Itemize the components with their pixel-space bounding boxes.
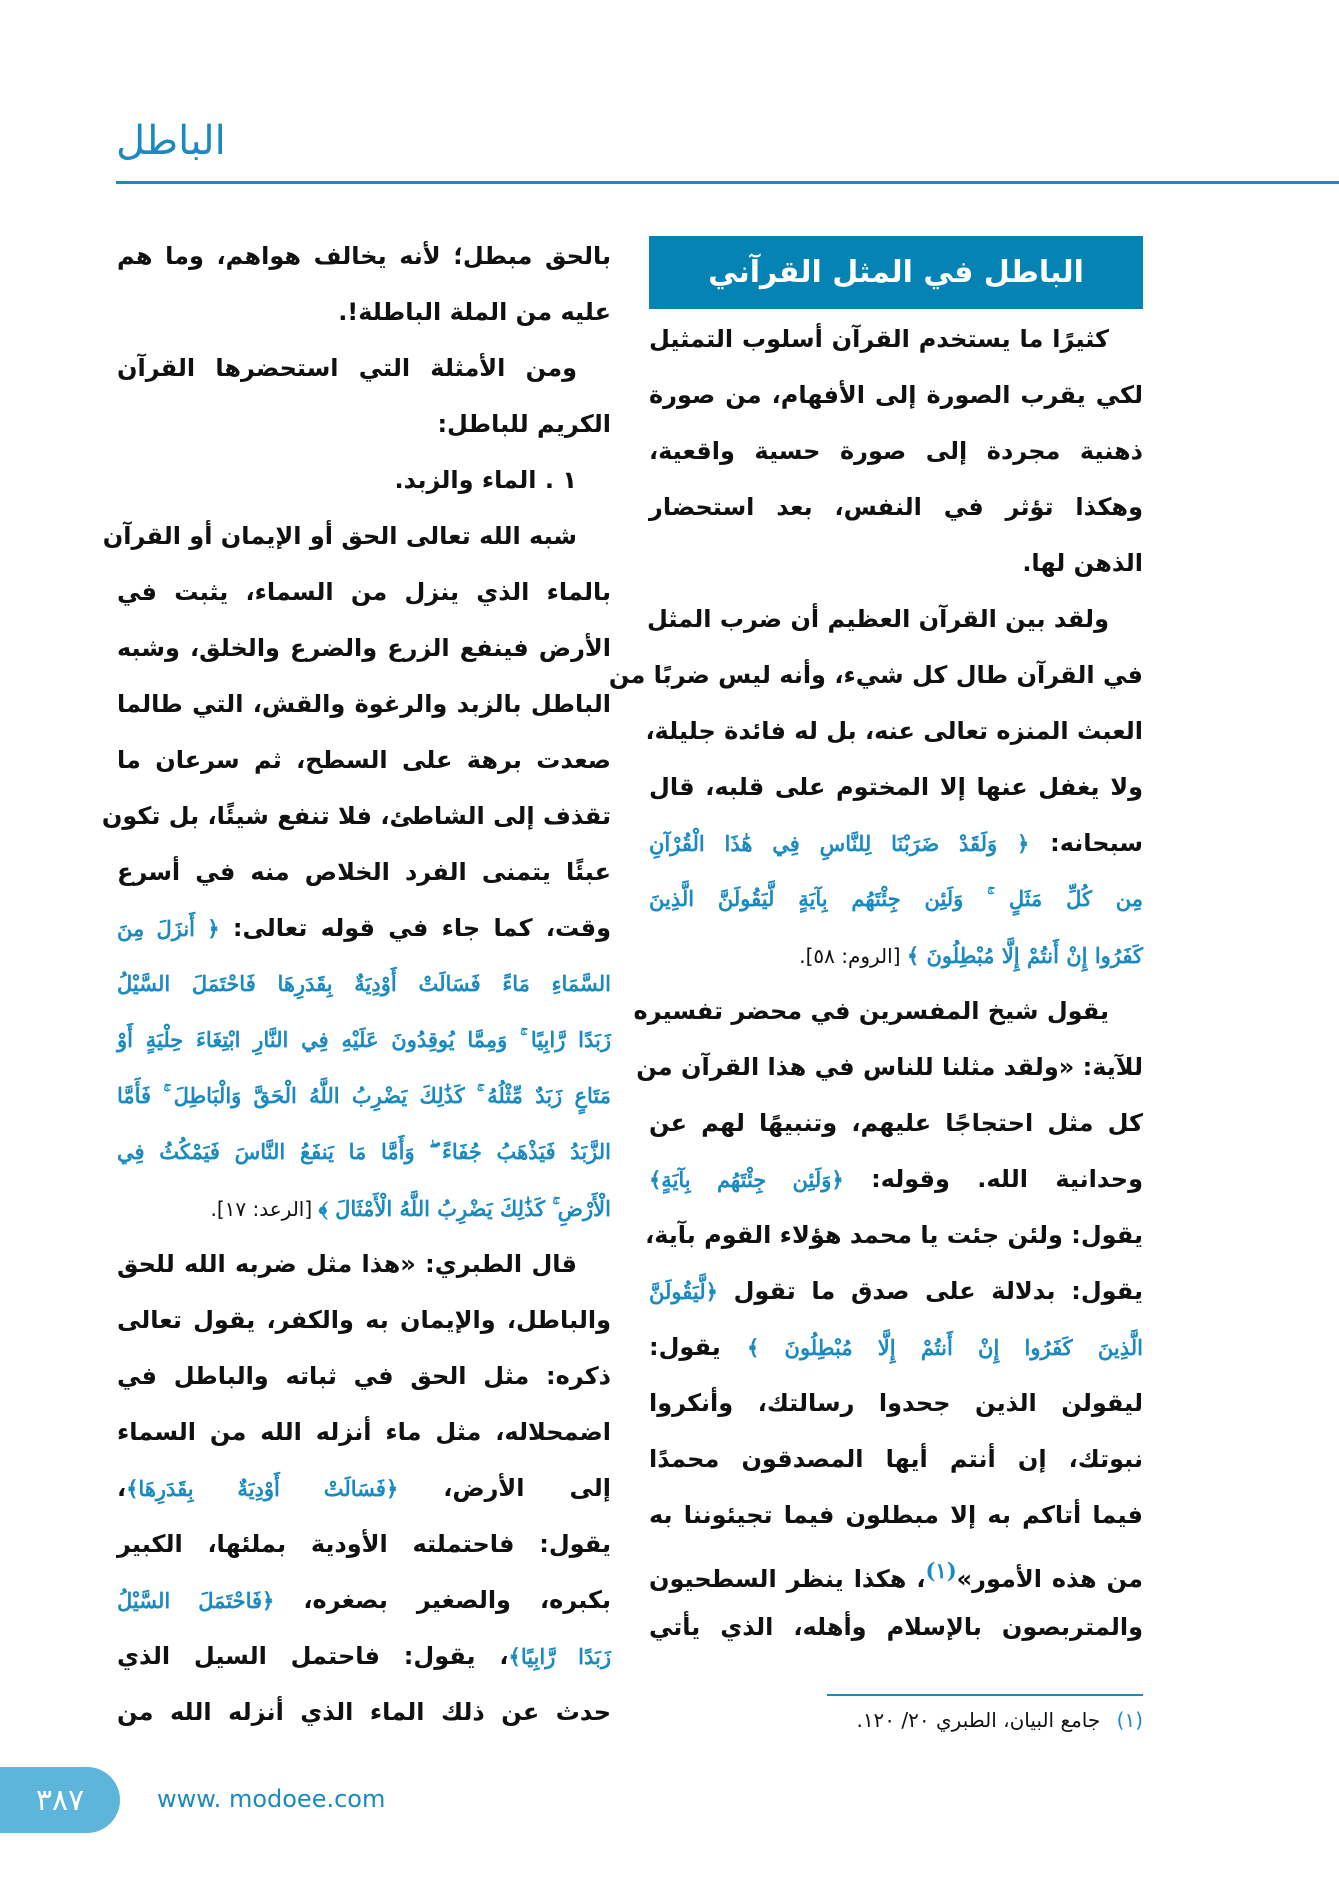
text-line: [117, 396, 611, 452]
text-line: [117, 1404, 611, 1460]
body-text: قال الطبري: «هذا مثل ضربه الله للحق: [117, 1250, 577, 1278]
body-text: يقول: ولئن جئت يا محمد هؤلاء القوم بآية،: [645, 1221, 1143, 1249]
footnote-marker: (١): [925, 1558, 957, 1583]
text-line: [645, 1207, 1143, 1263]
body-text: سبحانه:: [1029, 829, 1143, 857]
body-text: ولا يغفل عنها إلا المختوم على قلبه، قال: [649, 773, 1143, 801]
quran-verse: ﴿فَسَالَتْ أَوْدِيَةٌ بِقَدَرِهَا﴾: [126, 1476, 399, 1501]
footnote-rule: [827, 1694, 1143, 1696]
text-line: [649, 1375, 1143, 1431]
body-text: الأرض فينفع الزرع والضرع والخلق، وشبه: [117, 634, 611, 662]
body-text: والباطل، والإيمان به والكفر، يقول تعالى: [117, 1306, 611, 1334]
text-line: [117, 620, 611, 676]
body-text: للآية: «ولقد مثلنا للناس في هذا القرآن من: [636, 1053, 1143, 1081]
quran-verse: ﴿فَاحْتَمَلَ السَّيْلُ: [117, 1588, 275, 1613]
body-text: نبوتك، إن أنتم أيها المصدقون محمدًا: [649, 1445, 1143, 1473]
running-title: الباطل: [116, 118, 226, 164]
body-text: ذهنية مجردة إلى صورة حسية واقعية،: [649, 437, 1143, 465]
quran-verse: زَبَدًا رَّابِيًا ۚ وَمِمَّا يُوقِدُونَ عَلَيْهِ فِي النَّارِ ابْتِغَاءَ حِلْيَةٍ أَوْ: [117, 1027, 611, 1052]
quran-verse: ﴿ أَنزَلَ مِنَ: [117, 916, 220, 941]
body-text: عليه من الملة الباطلة!.: [338, 298, 611, 326]
quran-verse: الَّذِينَ كَفَرُوا إِنْ أَنتُمْ إِلَّا مُبْطِلُونَ ﴾: [747, 1335, 1143, 1360]
text-line: [649, 1095, 1143, 1151]
body-text: كثيرًا ما يستخدم القرآن أسلوب التمثيل: [649, 325, 1109, 353]
text-line: [649, 479, 1143, 535]
text-line: [649, 927, 1143, 983]
text-line: [102, 508, 611, 564]
body-text: الكريم للباطل:: [437, 410, 611, 438]
text-line: [117, 1684, 611, 1740]
quran-verse: السَّمَاءِ مَاءً فَسَالَتْ أَوْدِيَةٌ بِقَدَرِهَا فَاحْتَمَلَ السَّيْلُ: [117, 971, 611, 996]
text-line: [117, 900, 611, 956]
page-number: ٣٨٧: [0, 1767, 120, 1833]
body-text: فيما أتاكم به إلا مبطلون فيما تجيئوننا به: [649, 1501, 1143, 1529]
text-line: [649, 1599, 1143, 1655]
body-text: ،: [117, 1474, 127, 1502]
text-line: [117, 1012, 611, 1068]
text-line: [117, 1068, 611, 1124]
body-text: إلى الأرض،: [398, 1474, 611, 1502]
section-title: الباطل في المثل القرآني: [649, 236, 1143, 309]
body-text: ولقد بين القرآن العظيم أن ضرب المثل: [646, 605, 1109, 633]
body-text: عبئًا يتمنى الفرد الخلاص منه في أسرع: [117, 858, 611, 886]
text-line: [649, 423, 1143, 479]
body-text: الذهن لها.: [1022, 549, 1143, 577]
text-line: [649, 1151, 1143, 1207]
text-line: [117, 956, 611, 1012]
text-line: [117, 732, 611, 788]
body-text: ومن الأمثلة التي استحضرها القرآن: [117, 354, 577, 382]
footnote-number: (١): [1116, 1708, 1143, 1732]
body-text: حدث عن ذلك الماء الذي أنزله الله من: [117, 1698, 611, 1726]
body-text: يقول:: [649, 1333, 748, 1361]
text-line: [649, 1263, 1143, 1319]
quran-verse: الْأَرْضِ ۚ كَذَٰلِكَ يَضْرِبُ اللَّهُ الْأَمْثَالَ ﴾: [318, 1196, 611, 1221]
text-line: [646, 591, 1143, 647]
quran-verse: كَفَرُوا إِنْ أَنتُمْ إِلَّا مُبْطِلُونَ ﴾: [906, 943, 1143, 968]
text-line: [117, 340, 611, 396]
right-column-text: [608, 311, 1143, 1655]
text-line: [645, 703, 1143, 759]
body-text: تقذف إلى الشاطئ، فلا تنفع شيئًا، بل تكون: [101, 802, 611, 830]
quran-verse: الزَّبَدُ فَيَذْهَبُ جُفَاءً ۖ وَأَمَّا مَا يَنفَعُ النَّاسَ فَيَمْكُثُ فِي: [117, 1139, 611, 1164]
body-text: الباطل بالزبد والرغوة والقش، التي طالما: [117, 690, 611, 718]
body-text: كل مثل احتجاجًا عليهم، وتنبيهًا لهم عن: [649, 1109, 1143, 1137]
quran-verse: مَتَاعٍ زَبَدٌ مِّثْلُهُ ۚ كَذَٰلِكَ يَضْرِبُ اللَّهُ الْحَقَّ وَالْبَاطِلَ ۚ فَأَمَّا: [117, 1083, 611, 1108]
text-line: [633, 983, 1143, 1039]
body-text: ، هكذا ينظر السطحيون: [649, 1565, 926, 1593]
text-line: [117, 1460, 611, 1516]
body-text: وقت، كما جاء في قوله تعالى:: [219, 914, 611, 942]
body-text: وحدانية الله. وقوله:: [843, 1165, 1143, 1193]
quran-verse: ﴿ وَلَقَدْ ضَرَبْنَا لِلنَّاسِ فِي هَٰذَا الْقُرْآنِ: [649, 831, 1030, 856]
quran-verse: زَبَدًا رَّابِيًا﴾: [508, 1644, 612, 1669]
text-line: [649, 1319, 1143, 1375]
body-text: ، يقول: فاحتمل السيل الذي: [117, 1642, 509, 1670]
body-text: في القرآن طال كل شيء، وأنه ليس ضربًا من: [608, 661, 1143, 689]
body-text: من هذه الأمور»: [956, 1565, 1143, 1593]
text-line: [649, 535, 1143, 591]
body-text: ليقولن الذين جحدوا رسالتك، وأنكروا: [649, 1389, 1143, 1417]
left-column-text: [101, 228, 612, 1740]
text-line: [117, 1180, 611, 1236]
body-text: بكبره، والصغير بصغره،: [274, 1586, 612, 1614]
text-line: [117, 1628, 611, 1684]
body-text: يقول: فاحتملته الأودية بملئها، الكبير: [117, 1530, 611, 1558]
header-rule: [116, 181, 1339, 184]
body-text: بالماء الذي ينزل من السماء، يثبت في: [117, 578, 611, 606]
body-text: لكي يقرب الصورة إلى الأفهام، من صورة: [649, 381, 1143, 409]
text-line: [649, 871, 1143, 927]
text-line: [117, 676, 611, 732]
text-line: [117, 1348, 611, 1404]
text-line: [649, 311, 1143, 367]
text-line: [649, 1543, 1143, 1599]
body-text: يقول: بدلالة على صدق ما تقول: [717, 1277, 1143, 1305]
text-line: [636, 1039, 1143, 1095]
text-line: [649, 1487, 1143, 1543]
footnote: [649, 1708, 1143, 1732]
body-text: بالحق مبطل؛ لأنه يخالف هواهم، وما هم: [117, 242, 611, 270]
text-line: [649, 759, 1143, 815]
body-text: والمتربصون بالإسلام وأهله، الذي يأتي: [649, 1613, 1143, 1641]
quran-verse: مِن كُلِّ مَثَلٍ ۚ وَلَئِن جِئْتَهُم بِآيَةٍ لَّيَقُولَنَّ الَّذِينَ: [649, 886, 1143, 911]
right-column: [608, 236, 1143, 1655]
body-text: صعدت برهة على السطح، ثم سرعان ما: [117, 746, 611, 774]
text-line: [649, 815, 1143, 871]
left-column: [101, 228, 612, 1740]
body-text: العبث المنزه تعالى عنه، بل له فائدة جليلة،: [645, 717, 1143, 745]
text-line: [117, 452, 611, 508]
text-line: [117, 564, 611, 620]
site-url[interactable]: www. modoee.com: [157, 1785, 386, 1813]
text-line: [608, 647, 1143, 703]
text-line: [101, 788, 611, 844]
text-line: [117, 228, 611, 284]
footnote-text: جامع البيان، الطبري ٢٠/ ١٢٠.: [856, 1708, 1101, 1732]
text-line: [649, 367, 1143, 423]
quran-verse: ﴿وَلَئِن جِئْتَهُم بِآيَةٍ﴾: [649, 1167, 844, 1192]
text-line: [117, 844, 611, 900]
verse-reference: [الرعد: ١٧].: [210, 1197, 319, 1221]
text-line: [117, 1572, 611, 1628]
quran-verse: ﴿لَّيَقُولَنَّ: [649, 1279, 718, 1304]
text-line: [117, 284, 611, 340]
body-text: وهكذا تؤثر في النفس، بعد استحضار: [649, 493, 1143, 521]
text-line: [649, 1431, 1143, 1487]
text-line: [117, 1292, 611, 1348]
body-text: شبه الله تعالى الحق أو الإيمان أو القرآن: [102, 522, 577, 550]
body-text: يقول شيخ المفسرين في محضر تفسيره: [633, 997, 1109, 1025]
body-text: ١ . الماء والزبد.: [394, 466, 577, 494]
body-text: ذكره: مثل الحق في ثباته والباطل في: [117, 1362, 611, 1390]
body-text: اضمحلاله، مثل ماء أنزله الله من السماء: [117, 1418, 611, 1446]
text-line: [117, 1124, 611, 1180]
verse-reference: [الروم: ٥٨].: [799, 944, 907, 968]
text-line: [117, 1516, 611, 1572]
text-line: [117, 1236, 611, 1292]
